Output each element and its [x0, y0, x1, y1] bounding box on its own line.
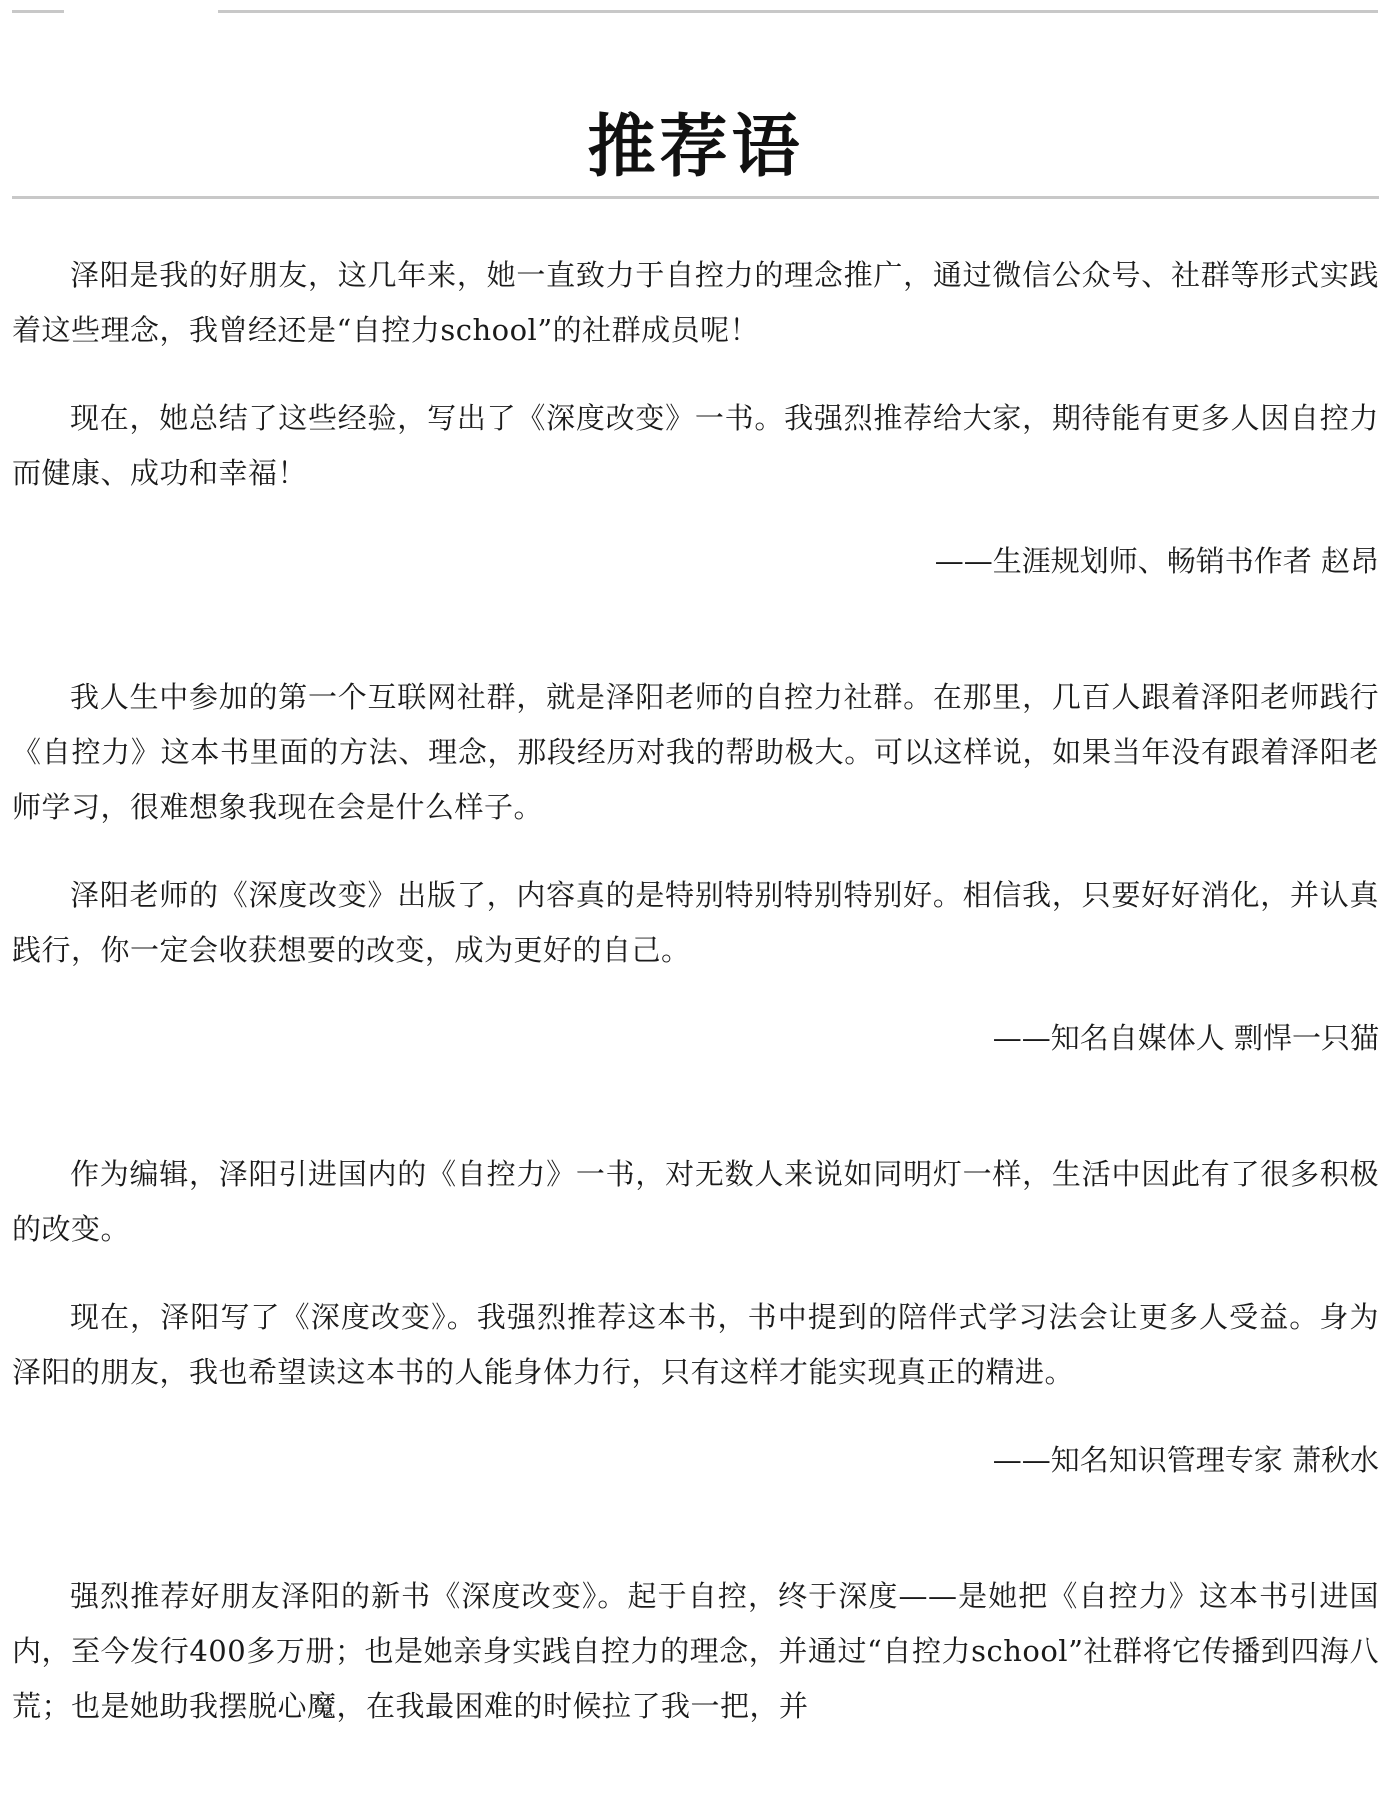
recommendation-1: [12, 248, 1379, 589]
top-rule-left: [12, 10, 64, 13]
recommendation-1-paragraph-1: 泽阳是我的好朋友，这几年来，她一直致力于自控力的理念推广，通过微信公众号、社群等形式实践着这些理念，我曾经还是“自控力school”的社群成员呢！: [12, 258, 1379, 347]
recommendation-4-paragraph-1: 强烈推荐好朋友泽阳的新书《深度改变》。起于自控，终于深度——是她把《自控力》这本书引进国内，至今发行400多万册；也是她亲身实践自控力的理念，并通过“自控力school”社群将它传播到四海八荒；也是她助我摆脱心魔，在我最困难的时候拉了我一把，并: [12, 1579, 1379, 1723]
recommendation-2-attribution: ——知名自媒体人 剽悍一只猫: [992, 1021, 1379, 1055]
recommendation-3: [12, 1147, 1379, 1488]
recommendations-body: [12, 248, 1379, 1734]
recommendation-2-paragraph-2: 泽阳老师的《深度改变》出版了，内容真的是特别特别特别特别好。相信我，只要好好消化，并认真践行，你一定会收获想要的改变，成为更好的自己。: [12, 878, 1379, 967]
recommendation-2: [12, 670, 1379, 1066]
page-title: 推荐语: [587, 107, 804, 187]
recommendation-1-attribution: ——生涯规划师、畅销书作者 赵昂: [934, 544, 1379, 578]
recommendation-2-paragraph-1: 我人生中参加的第一个互联网社群，就是泽阳老师的自控力社群。在那里，几百人跟着泽阳老师践行《自控力》这本书里面的方法、理念，那段经历对我的帮助极大。可以这样说，如果当年没有跟着泽阳老师学习，很难想象我现在会是什么样子。: [12, 680, 1379, 824]
recommendation-4: [12, 1569, 1379, 1734]
recommendation-3-attribution: ——知名知识管理专家 萧秋水: [992, 1443, 1379, 1477]
top-rule-right: [218, 10, 1378, 13]
recommendation-3-paragraph-2: 现在，泽阳写了《深度改变》。我强烈推荐这本书，书中提到的陪伴式学习法会让更多人受益。身为泽阳的朋友，我也希望读这本书的人能身体力行，只有这样才能实现真正的精进。: [12, 1300, 1379, 1389]
title-divider: [12, 196, 1379, 199]
recommendation-3-paragraph-1: 作为编辑，泽阳引进国内的《自控力》一书，对无数人来说如同明灯一样，生活中因此有了很多积极的改变。: [12, 1157, 1379, 1246]
recommendation-1-paragraph-2: 现在，她总结了这些经验，写出了《深度改变》一书。我强烈推荐给大家，期待能有更多人因自控力而健康、成功和幸福！: [12, 401, 1379, 490]
